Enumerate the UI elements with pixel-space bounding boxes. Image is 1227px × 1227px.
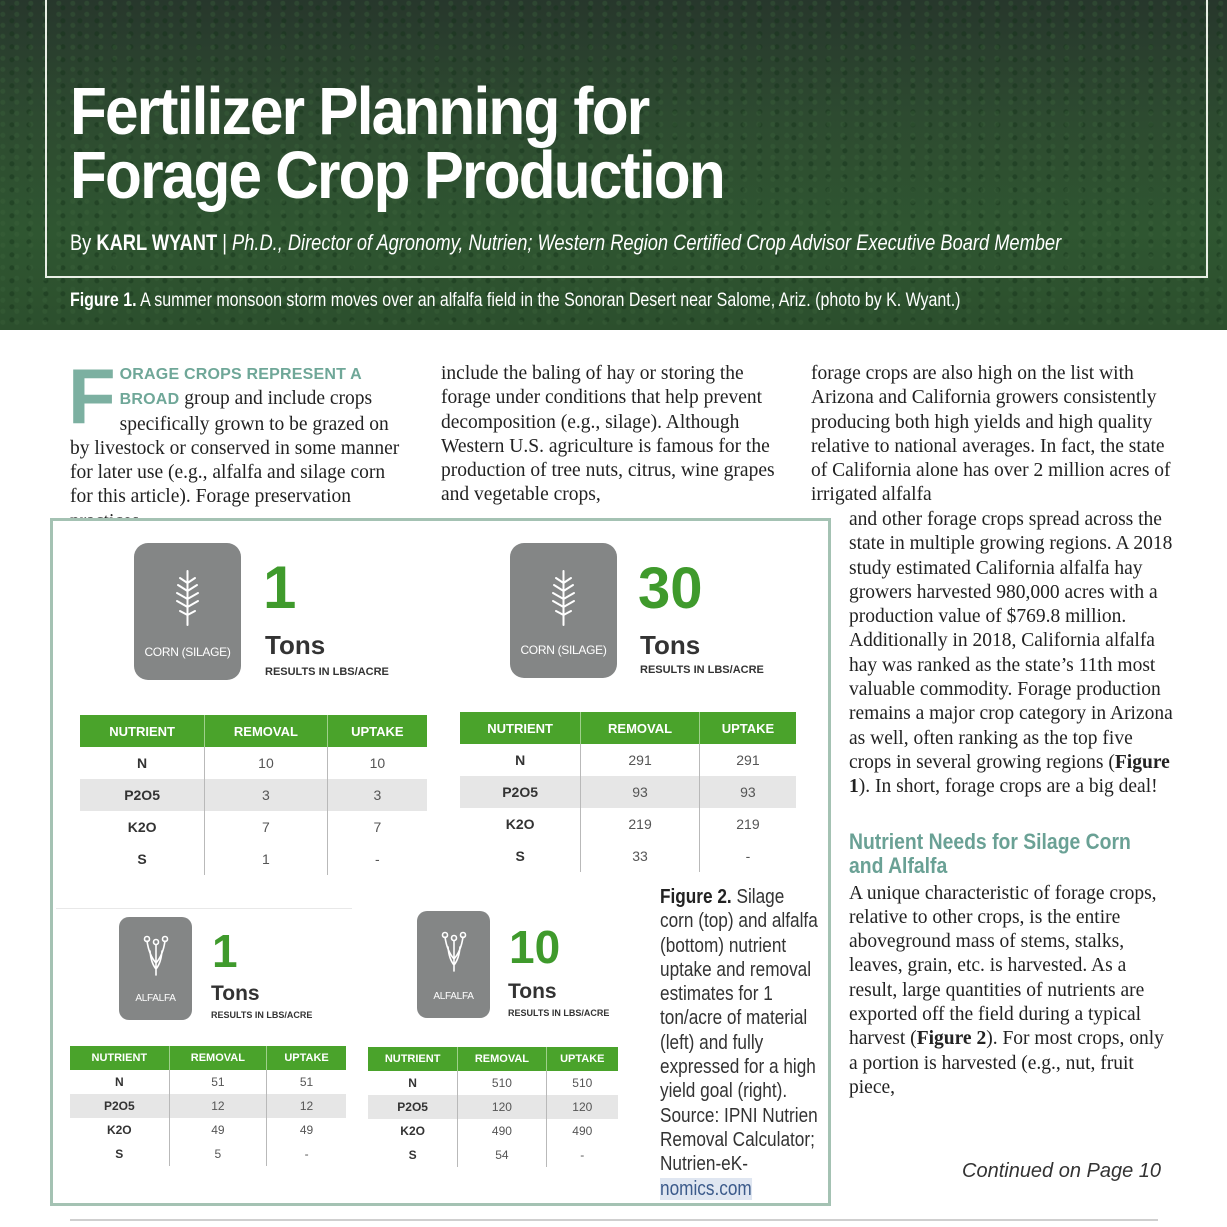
table-row bbox=[368, 1071, 618, 1095]
byline-by: By bbox=[70, 230, 92, 255]
header-nutrient: NUTRIENT bbox=[80, 715, 205, 747]
table-row bbox=[460, 840, 796, 872]
cell-removal: 7 bbox=[205, 811, 328, 843]
cell-nutrient: N bbox=[80, 747, 205, 779]
cell-removal: 3 bbox=[205, 779, 328, 811]
figure2-caption bbox=[660, 885, 820, 1201]
cell-uptake: 291 bbox=[736, 752, 760, 768]
cell-removal: 49 bbox=[169, 1118, 267, 1142]
figure1-ref: Figure 1 bbox=[849, 751, 1170, 798]
table-row bbox=[70, 1118, 346, 1142]
header-nutrient: NUTRIENT bbox=[368, 1047, 458, 1071]
cell-uptake: - bbox=[304, 1147, 309, 1161]
unit-label: RESULTS IN LBS/ACRE bbox=[265, 666, 389, 678]
cell-nutrient: K2O bbox=[460, 808, 581, 840]
cell-nutrient: S bbox=[70, 1142, 169, 1166]
cell-removal: 5 bbox=[169, 1142, 267, 1166]
cell-nutrient: K2O bbox=[70, 1118, 169, 1142]
alfalfa-plant-icon bbox=[141, 933, 171, 977]
cell-removal: 12 bbox=[169, 1094, 267, 1118]
table-row bbox=[80, 811, 427, 843]
cell-removal: 219 bbox=[581, 808, 700, 840]
cell-uptake: 51 bbox=[299, 1075, 314, 1089]
cell-removal: 10 bbox=[205, 747, 328, 779]
column-3-top bbox=[811, 362, 1171, 508]
author-role: Ph.D., Director of Agronomy, Nutrien; Western Region Certified Crop Advisor Executive Board Member bbox=[232, 230, 1062, 255]
title-line-1: Fertilizer Planning for bbox=[70, 74, 649, 149]
cell-removal: 33 bbox=[581, 840, 700, 872]
table-row bbox=[460, 776, 796, 808]
figure1-text: A summer monsoon storm moves over an alfalfa field in the Sonoran Desert near Salome, Ariz. (photo by K. Wyant.) bbox=[140, 290, 961, 311]
lead-in-caps: ORAGE CROPS REPRESENT A BROAD bbox=[119, 366, 362, 409]
table-row bbox=[70, 1094, 346, 1118]
table-row bbox=[460, 808, 796, 840]
column-1-text: group and include crops specifically grown to be grazed on by livestock or conserved in some manner for later use (e.g., alfalfa and silage corn for this article). Forage preservation bbox=[70, 388, 400, 508]
cell-nutrient: P2O5 bbox=[368, 1095, 458, 1119]
header-removal: REMOVAL bbox=[169, 1046, 267, 1070]
table-row bbox=[460, 744, 796, 776]
column-3-paragraph bbox=[849, 508, 1174, 800]
yield-amount: 30 bbox=[638, 556, 703, 621]
bottom-rule bbox=[70, 1219, 1158, 1221]
table-header-row bbox=[460, 712, 796, 744]
tons-label: Tons bbox=[265, 630, 326, 660]
badge-label: CORN (SILAGE) bbox=[520, 643, 607, 657]
unit-label: RESULTS IN LBS/ACRE bbox=[508, 1008, 610, 1018]
table-row bbox=[80, 779, 427, 811]
cell-nutrient: N bbox=[70, 1070, 169, 1094]
alfalfa-badge bbox=[119, 917, 192, 1020]
table-row bbox=[70, 1070, 346, 1094]
alfalfa-badge bbox=[417, 911, 490, 1018]
continued-on-page: Continued on Page 10 bbox=[962, 1160, 1162, 1182]
badge-label: CORN (SILAGE) bbox=[144, 645, 231, 659]
cell-uptake: 49 bbox=[299, 1123, 314, 1137]
yield-amount: 1 bbox=[263, 554, 297, 621]
cell-nutrient: N bbox=[368, 1071, 458, 1095]
table-row bbox=[368, 1119, 618, 1143]
cell-uptake: 3 bbox=[327, 779, 427, 811]
header-uptake: UPTAKE bbox=[699, 712, 796, 744]
cell-nutrient: K2O bbox=[80, 811, 205, 843]
cell-removal: 1 bbox=[205, 843, 328, 875]
cell-removal: 93 bbox=[581, 776, 700, 808]
table-row bbox=[80, 747, 427, 779]
tons-label: Tons bbox=[211, 982, 260, 1005]
unit-label: RESULTS IN LBS/ACRE bbox=[640, 664, 764, 676]
figure2-ref: Figure 2 bbox=[916, 1028, 987, 1050]
hero-photo bbox=[0, 0, 1227, 330]
section-subhead: Nutrient Needs for Silage Corn and Alfalfa bbox=[849, 828, 1131, 878]
column-2 bbox=[441, 362, 786, 508]
cell-uptake: 490 bbox=[572, 1124, 593, 1138]
table-row bbox=[368, 1143, 618, 1167]
corn-plant-icon bbox=[171, 569, 204, 627]
nutrient-table-alfalfa-1ton bbox=[70, 1046, 346, 1166]
header-nutrient: NUTRIENT bbox=[70, 1046, 169, 1070]
cell-uptake: - bbox=[580, 1148, 585, 1162]
drop-cap: F bbox=[68, 352, 116, 440]
yield-amount: 1 bbox=[212, 925, 238, 977]
badge-label: ALFALFA bbox=[433, 991, 474, 1002]
header-removal: REMOVAL bbox=[205, 715, 328, 747]
cell-nutrient: S bbox=[80, 843, 205, 875]
cell-uptake: 510 bbox=[572, 1076, 593, 1090]
cell-removal: 490 bbox=[458, 1119, 546, 1143]
col3-text-a: and other forage crops spread across the state in multiple growing regions. A 2018 study estimated California alfalfa hay growers harvested 980,000 acres with a production value of $769.8 million. Additionally in 2018, California alfalfa hay was ranked as the state’s 11th most valuable commodity. Forage production remains a major crop category in Arizona as well, often ranking as the top five crops in several growing regions ( bbox=[849, 509, 1173, 773]
badge-label: ALFALFA bbox=[135, 993, 176, 1004]
author-name: KARL WYANT bbox=[96, 230, 218, 255]
cell-nutrient: S bbox=[368, 1143, 458, 1167]
figure2-label: Figure 2. bbox=[660, 886, 732, 908]
unit-label: RESULTS IN LBS/ACRE bbox=[211, 1010, 313, 1020]
corn-silage-badge bbox=[510, 543, 617, 678]
header-removal: REMOVAL bbox=[581, 712, 700, 744]
header-uptake: UPTAKE bbox=[267, 1046, 346, 1070]
cell-removal: 54 bbox=[458, 1143, 546, 1167]
table-header-row bbox=[80, 715, 427, 747]
cell-uptake: - bbox=[745, 848, 751, 864]
table-header-row bbox=[70, 1046, 346, 1070]
cell-nutrient: K2O bbox=[368, 1119, 458, 1143]
nutrient-table-alfalfa-10ton bbox=[368, 1047, 618, 1167]
column-2-text: include the baling of hay or storing the forage under conditions that help prevent decomposition (e.g., silage). Although Western U.S. agriculture is famous for the production of tree nuts, citrus, wine grapes and vegetable crops, bbox=[441, 363, 775, 506]
cell-uptake: 12 bbox=[267, 1094, 346, 1118]
nutrient-table-corn-1ton bbox=[80, 715, 427, 875]
col3-text-b: ). In short, forage crops are a big deal! bbox=[858, 776, 1158, 798]
figure2-divider bbox=[56, 908, 352, 909]
source-link[interactable]: nomics.com bbox=[660, 1177, 752, 1200]
figure1-caption bbox=[70, 290, 994, 312]
table-row bbox=[80, 843, 427, 875]
cell-removal: 510 bbox=[458, 1071, 546, 1095]
header-nutrient: NUTRIENT bbox=[460, 712, 581, 744]
nutrient-table-corn-30ton bbox=[460, 712, 796, 872]
byline-separator: | bbox=[222, 230, 227, 255]
header-uptake: UPTAKE bbox=[327, 715, 427, 747]
table-row bbox=[70, 1142, 346, 1166]
column-3-body bbox=[849, 508, 1174, 1100]
column-3-top-text: forage crops are also high on the list with Arizona and California growers consistently producing both high yields and high quality relative to national averages. In fact, the state of California alone has over 2 million acres of irrigated alfalfa bbox=[811, 363, 1171, 506]
tons-label: Tons bbox=[508, 980, 557, 1003]
col3-sub-b: ). For most crops, only a portion is harvested (e.g., nut, fruit piece, bbox=[849, 1028, 1164, 1098]
cell-nutrient: P2O5 bbox=[460, 776, 581, 808]
cell-uptake: 10 bbox=[369, 755, 386, 771]
cell-nutrient: P2O5 bbox=[80, 779, 205, 811]
byline bbox=[70, 230, 1108, 256]
cell-removal: 120 bbox=[458, 1095, 546, 1119]
alfalfa-plant-icon bbox=[439, 929, 469, 973]
column-3-paragraph-2 bbox=[849, 882, 1174, 1101]
cell-nutrient: P2O5 bbox=[70, 1094, 169, 1118]
cell-nutrient: N bbox=[460, 744, 581, 776]
yield-amount: 10 bbox=[509, 921, 561, 973]
cell-nutrient: S bbox=[460, 840, 581, 872]
figure1-label: Figure 1. bbox=[70, 290, 137, 311]
table-row bbox=[368, 1095, 618, 1119]
cell-uptake: 120 bbox=[546, 1095, 618, 1119]
cell-uptake: 93 bbox=[699, 776, 796, 808]
column-1 bbox=[68, 352, 400, 534]
corn-silage-badge bbox=[134, 543, 241, 680]
cell-uptake: - bbox=[375, 851, 380, 867]
article-title bbox=[70, 74, 880, 213]
tons-label: Tons bbox=[640, 630, 701, 660]
header-removal: REMOVAL bbox=[458, 1047, 546, 1071]
title-line-2: Forage Crop Production bbox=[70, 138, 724, 213]
cell-removal: 51 bbox=[169, 1070, 267, 1094]
cell-removal: 291 bbox=[581, 744, 700, 776]
cell-uptake: 219 bbox=[736, 816, 760, 832]
cell-uptake: 7 bbox=[373, 819, 382, 835]
figure2-text: Silage corn (top) and alfalfa (bottom) nutrient uptake and removal estimates for 1 ton/acre of material (left) and fully expressed for a high yield goal (right). Source: IPNI Nutrien Removal Calculator; Nutrien-eK- bbox=[660, 886, 818, 1176]
corn-plant-icon bbox=[547, 569, 580, 627]
col3-sub-a: A unique characteristic of forage crops, relative to other crops, is the entire aboveground mass of stems, stalks, leaves, grain, etc. is harvested. As a result, large quantities of nutrients are exported off the field during a typical harvest ( bbox=[849, 882, 1157, 1050]
table-header-row bbox=[368, 1047, 618, 1071]
header-uptake: UPTAKE bbox=[546, 1047, 618, 1071]
